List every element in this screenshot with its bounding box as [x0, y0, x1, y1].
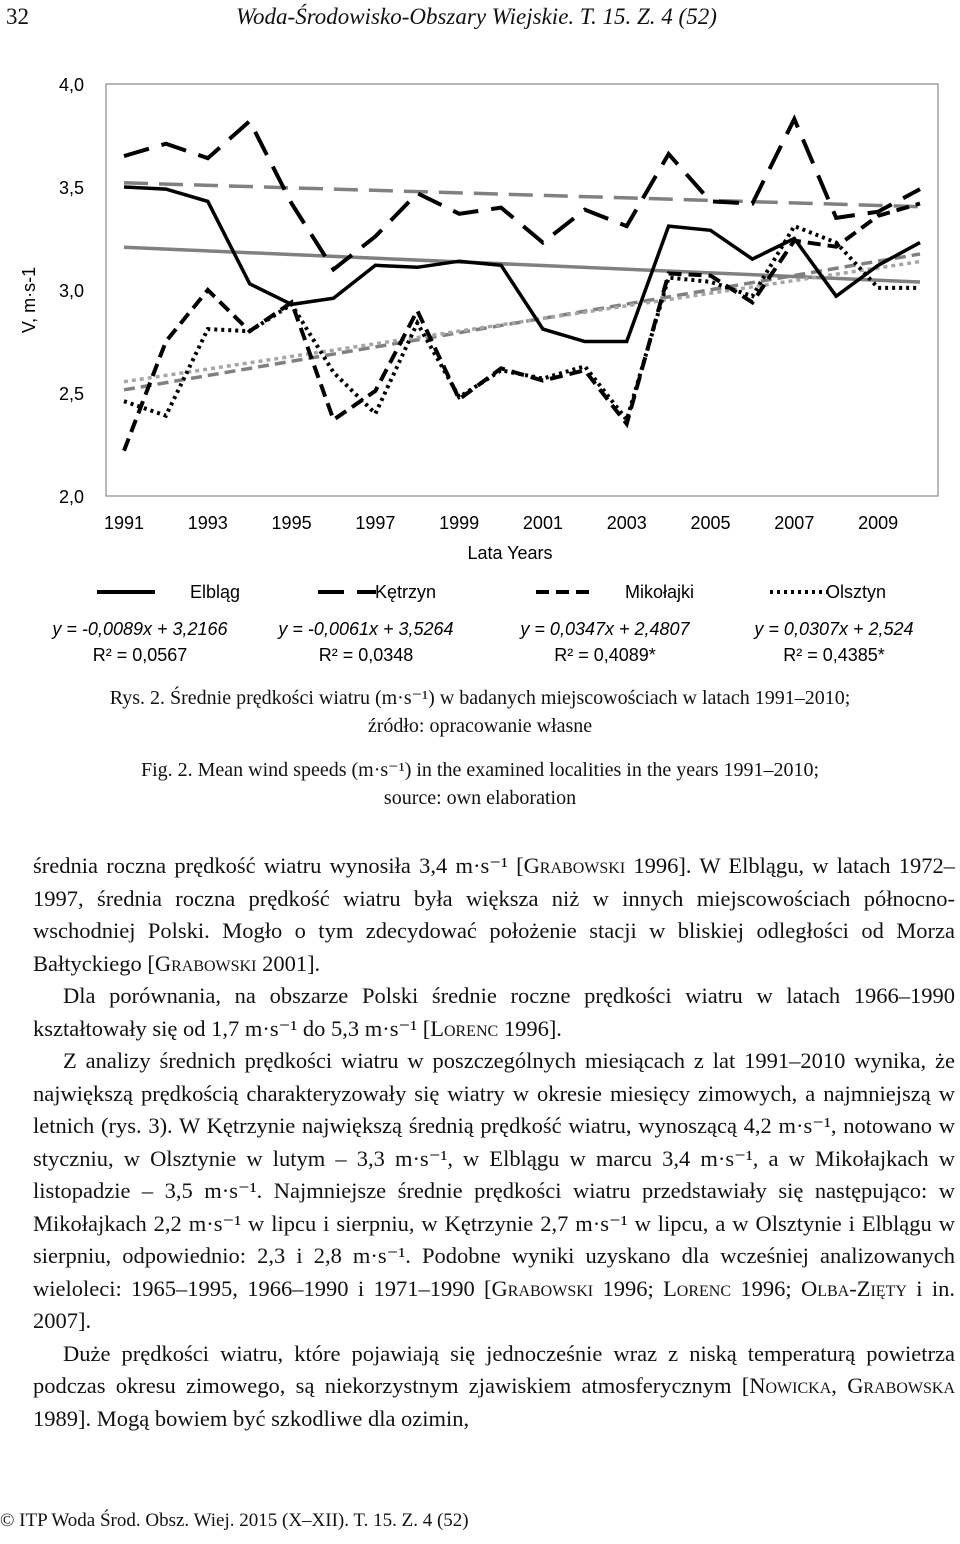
- x-tick-label: 1995: [271, 513, 312, 533]
- y-tick-label: 4,0: [58, 75, 84, 95]
- legend-label: Mikołajki: [624, 582, 694, 602]
- figure-caption-polish: [0, 684, 960, 740]
- journal-title: Woda-Środowisko-Obszary Wiejskie. T. 15. Z. 4 (52): [236, 4, 717, 29]
- caption-en-line2: source: own elaboration: [383, 787, 577, 809]
- paragraph-3: [33, 1045, 955, 1338]
- x-tick-label: 2009: [858, 513, 899, 533]
- figure-caption-english: [0, 756, 960, 812]
- legend-r-squared: R² = 0,0567: [92, 645, 188, 665]
- text-run: 1996;: [593, 1275, 664, 1301]
- page-footer: © ITP Woda Środ. Obsz. Wiej. 2015 (X–XII). T. 15. Z. 4 (52): [0, 1510, 469, 1531]
- running-header: [6, 4, 946, 38]
- paragraph-2: [33, 980, 955, 1045]
- y-tick-label: 2,5: [58, 384, 84, 404]
- y-tick-label: 2,0: [58, 487, 84, 507]
- text-run: 1996]. W Elblągu, w latach 1972–1997, średnia roczna prędkość wiatru była większa niż w innych miejscowościach północno-wschodniej Polski. Mogło o tym zdecydować położenie stacji w bliskiej odległości od Morza Bałtyckiego [: [33, 853, 955, 976]
- text-run: Z analizy średnich prędkości wiatru w poszczególnych miesiącach z lat 1991–2010 wynika, że największą prędkością charakteryzowały się wiatry w okresie miesięcy zimowych, a najmniejszą w letnich (rys. 3). W Kętrzynie największą średnią prędkość wiatru, wynoszącą 4,2 m·s⁻¹, notowano w styczniu, w Olsztynie w lutym – 3,3 m·s⁻¹, w Elblągu w marcu 3,4 m·s⁻¹, a w Mikołajkach w listopadzie – 3,5 m·s⁻¹. Najmniejsze średnie prędkości wiatru przedstawiały się następująco: w Mikołajkach 2,2 m·s⁻¹ w lipcu i sierpniu, w Kętrzynie 2,7 m·s⁻¹ w lipcu, a w Olsztynie i Elblągu w sierpniu, odpowiednio: 2,3 i 2,8 m·s⁻¹. Podobne wyniki uzyskano dla wcześniej analizowanych wieloleci: 1965–1995, 1966–1990 i 1971–1990 [: [33, 1048, 955, 1301]
- x-tick-label: 2007: [774, 513, 815, 533]
- text-run: 1996].: [498, 1015, 562, 1041]
- paragraph-4: [33, 1338, 955, 1436]
- text-run: 1996;: [731, 1275, 801, 1301]
- legend-trend-equation: y = 0,0307x + 2,524: [754, 619, 914, 639]
- x-axis-label: Lata Years: [467, 543, 553, 563]
- text-run: 1989]. Mogą bowiem być szkodliwe dla ozimin,: [33, 1405, 470, 1431]
- citation-author: Nowicka: [749, 1373, 832, 1398]
- series-line-mikołajki: [124, 204, 920, 451]
- caption-pl-line2: źródło: opracowanie własne: [367, 715, 593, 737]
- caption-en-line1: Fig. 2. Mean wind speeds (m·s⁻¹) in the examined localities in the years 1991–2010;: [140, 759, 820, 781]
- body-text: [33, 850, 955, 1435]
- citation-author: Grabowski: [491, 1275, 594, 1301]
- x-tick-label: 2005: [690, 513, 731, 533]
- legend-r-squared: R² = 0,0348: [318, 645, 414, 665]
- legend-label: Olsztyn: [825, 582, 886, 602]
- trend-line-kętrzyn: [124, 183, 920, 207]
- citation-author: Grabowski: [523, 853, 626, 878]
- text-run: i in. 2007].: [33, 1275, 955, 1333]
- trend-line-olsztyn: [124, 262, 920, 382]
- legend-trend-equation: y = -0,0089x + 3,2166: [52, 619, 228, 639]
- x-tick-label: 1999: [439, 513, 480, 533]
- x-tick-label: 1997: [355, 513, 396, 533]
- legend-label: Elbląg: [189, 582, 240, 602]
- citation-author: Lorenc: [663, 1275, 732, 1301]
- chart-svg: [0, 40, 960, 680]
- citation-author: Olba-Zięty: [800, 1275, 907, 1301]
- citation-author: Grabowska: [847, 1373, 955, 1398]
- legend-r-squared: R² = 0,4385*: [783, 645, 885, 665]
- citation-author: Grabowski: [154, 950, 257, 976]
- y-tick-label: 3,5: [58, 178, 84, 198]
- legend-trend-equation: y = 0,0347x + 2,4807: [520, 619, 690, 639]
- trend-line-elbląg: [124, 247, 920, 282]
- text-run: Duże prędkości wiatru, które pojawiają się jednocześnie wraz z niską temperaturą powietrza podczas okresu zimowego, są niekorzystnym zjawiskiem atmosferycznym [: [33, 1340, 955, 1398]
- legend-trend-equation: y = -0,0061x + 3,5264: [278, 619, 454, 639]
- plot-area-frame: [106, 84, 938, 496]
- paragraph-1: [33, 850, 955, 980]
- text-run: ,: [831, 1373, 848, 1398]
- text-run: Dla porównania, na obszarze Polski średnie roczne prędkości wiatru w latach 1966–1990 kształtowały się od 1,7 m·s⁻¹ do 5,3 m·s⁻¹ [: [33, 983, 955, 1041]
- y-axis-label: V, m·s-1: [19, 266, 39, 334]
- wind-speed-chart: [0, 40, 960, 680]
- text-run: 2001].: [256, 950, 321, 976]
- x-tick-label: 1993: [187, 513, 228, 533]
- legend-label: Kętrzyn: [374, 582, 436, 602]
- legend-r-squared: R² = 0,4089*: [554, 645, 656, 665]
- citation-author: Lorenc: [430, 1015, 499, 1041]
- x-tick-label: 2003: [606, 513, 647, 533]
- page-number: 32: [6, 4, 29, 29]
- caption-pl-line1: Rys. 2. Średnie prędkości wiatru (m·s⁻¹) w badanych miejscowościach w latach 1991–2010;: [109, 687, 851, 709]
- x-tick-label: 2001: [522, 513, 563, 533]
- x-tick-label: 1991: [103, 513, 145, 533]
- text-run: średnia roczna prędkość wiatru wynosiła 3,4 m·s⁻¹ [: [33, 853, 524, 878]
- y-tick-label: 3,0: [58, 281, 84, 301]
